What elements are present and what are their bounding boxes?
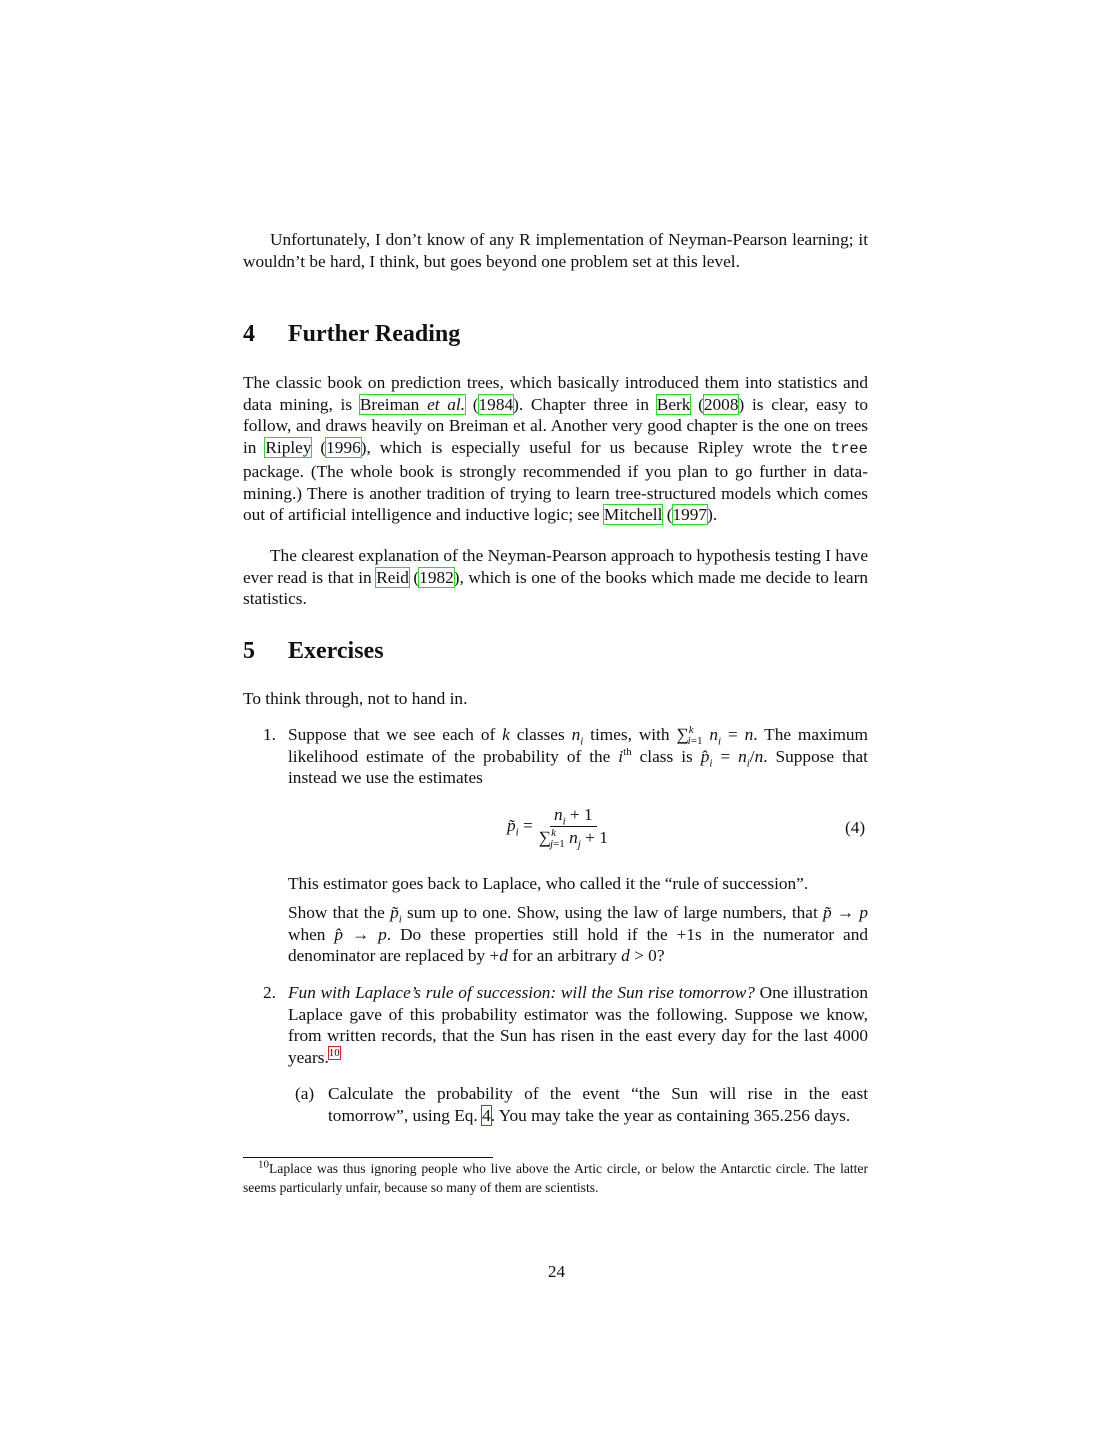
citation-year-link[interactable]: 1982 [419, 567, 454, 587]
section-number: 5 [243, 638, 255, 664]
equation-4: $p̃_i$ = $\frac{n_i + 1}{\sum^k_{j=1} n_j + 1}$ [507, 805, 608, 851]
citation-link-reid[interactable]: Reid [376, 567, 409, 587]
code-tree: tree [830, 440, 868, 459]
citation-year-link[interactable]: 2008 [703, 394, 739, 414]
footnote-rule [243, 1157, 493, 1158]
paragraph-further-reading: The classic book on prediction trees, which basically introduced them into statistics and data mining, is Breiman et al. (1984). Chapter three in Berk (2008) is clear, easy to follow, and draws heavily on Breiman et al. Another very good chapter is the one on trees in Ripley (1996), which is especially useful for us because Ripley wrote the tree package. (The whole book is strongly recommended if you plan to go further in data-mining.) There is another tradition of trying to learn tree-structured models which comes out of artificial intelligence and inductive logic; see Mitchell (1997). [243, 373, 869, 525]
footnote: $^{10}$Laplace was thus ignoring people who live above the Artic circle, or below the Antarctic circle. The latter seems particularly unfair, because so many of them are scientists. [243, 1158, 868, 1195]
paragraph: To think through, not to hand in. [243, 689, 468, 708]
list-number: 2. [263, 983, 276, 1002]
list-number: 1. [263, 725, 276, 744]
citation-year-link[interactable]: 1984 [478, 394, 514, 414]
footnote-link[interactable]: 10 [328, 1047, 340, 1060]
section-title: Further Reading [288, 321, 461, 347]
citation-link-ripley[interactable]: Ripley [265, 438, 312, 458]
page-number: 24 [547, 1262, 566, 1281]
paragraph: Unfortunately, I don’t know of any R implementation of Neyman-Pearson learning; it wouldn’t be hard, I think, but goes beyond one problem set at this level. [243, 230, 868, 271]
citation-year-link[interactable]: 1997 [672, 505, 708, 525]
equation-number: (4) [845, 818, 866, 837]
section-number: 4 [243, 321, 255, 347]
text: package. (The whole book is strongly recommended if you plan to go further in data-mining.) There is another tradition of trying to learn tree-structured models which comes out of artificial intelligence and inductive logic; see [243, 461, 868, 525]
exercise-title: Fun with Laplace’s rule of succession: will the Sun rise tomorrow? [288, 983, 755, 1002]
text: ) is clear, easy to follow, and draws heavily on Breiman et al. Another very good chapter is the one on trees in [243, 394, 869, 458]
citation-year-link[interactable]: 1996 [326, 438, 361, 458]
text: ), which is one of the books which made me decide to learn statistics. [243, 567, 868, 609]
paragraph: Show that the $p̃_i$ sum up to one. Show, using the law of large numbers, that p̃ → p when p̂ → p. Do these properties still hold if the +1s in the numerator and denominator are replaced by +d for an arbitrary d > 0? [288, 903, 868, 966]
section-heading-5 [243, 638, 384, 664]
footnote-mark: 10 [258, 1158, 269, 1171]
text: ). [707, 505, 718, 525]
citation-link-berk[interactable]: Berk [656, 394, 691, 414]
citation-link-mitchell[interactable]: Mitchell [603, 505, 663, 525]
text: ). Chapter three in [513, 394, 657, 414]
section-heading-4 [243, 321, 461, 347]
paragraph-neyman-pearson: The clearest explanation of the Neyman-Pearson approach to hypothesis testing I have ever read is that in Reid (1982), which is one of the books which made me decide to learn statistics. [243, 546, 868, 609]
list-label: (a) [295, 1084, 315, 1103]
citation-link-breiman[interactable]: Breiman et al. [359, 394, 466, 414]
exercise-1: 1. Suppose that we see each of k classes $n_i$ times, with ∑$^k_{i=1}$ $n_i = n$. The maximum likelihood estimate of the probability of the $i^{th}$ class is $p̂_i = n_i/n$. Suppose that instead we use the estimates [263, 724, 868, 788]
text: The classic book on prediction trees, which basically introduced them into statistics and data mining, is [243, 373, 868, 414]
equation-ref-link[interactable]: 4 [482, 1105, 491, 1125]
exercise-2: 2. Fun with Laplace’s rule of succession: will the Sun rise tomorrow? One illustration Laplace gave of this probability estimator was the following. Suppose we know, from written records, that the Sun has risen in the east every day for the last 4000 years.$^{10}$ [263, 983, 868, 1068]
section-title: Exercises [288, 638, 384, 664]
paragraph: This estimator goes back to Laplace, who called it the “rule of succession”. [288, 874, 809, 893]
text: The clearest explanation of the Neyman-Pearson approach to hypothesis testing I have ever read is that in [243, 546, 868, 587]
text: ), which is especially useful for us because Ripley wrote the [360, 438, 831, 458]
exercise-2a: (a) Calculate the probability of the event “the Sun will rise in the east tomorrow”, using Eq. 4. You may take the year as containing 365.256 days. [295, 1084, 868, 1125]
